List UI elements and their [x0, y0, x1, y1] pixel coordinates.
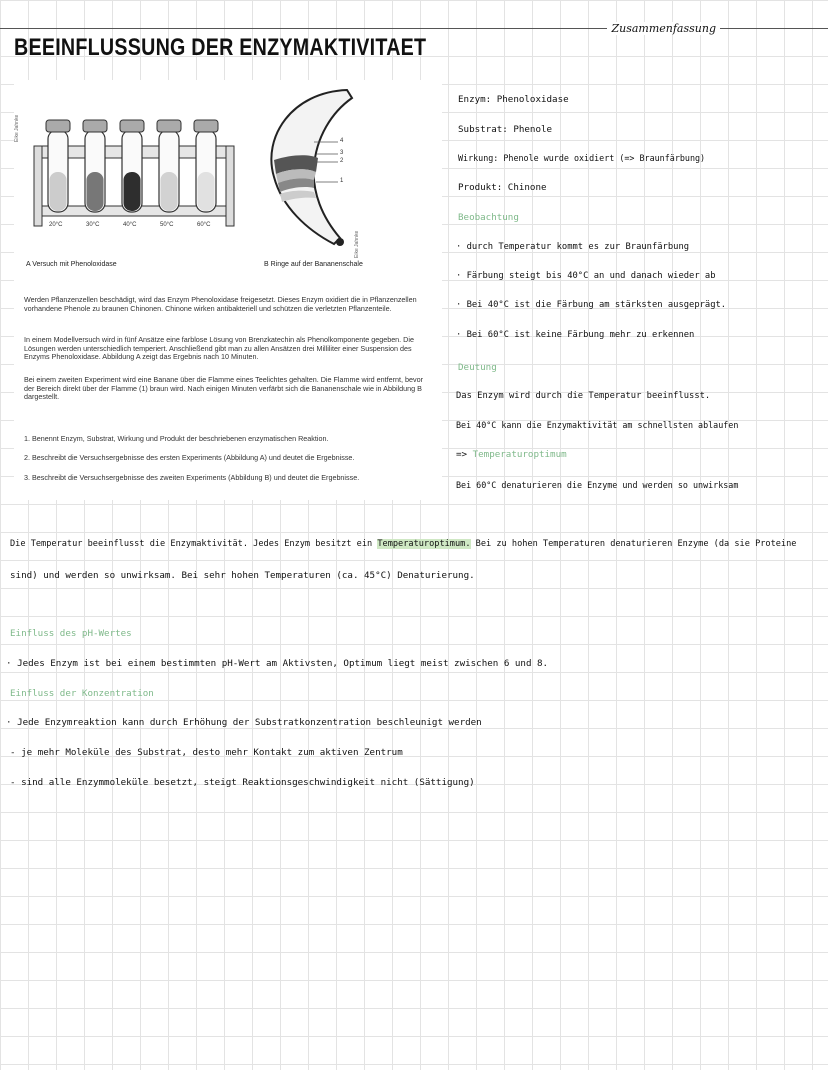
tube-liquid-5: [198, 172, 215, 211]
konzentration-heading: Einfluss der Konzentration: [10, 688, 154, 699]
summary-line-1a: Die Temperatur beeinflusst die Enzymaktivität. Jedes Enzym besitzt ein: [10, 539, 378, 549]
summary-highlight: Temperaturoptimum.: [377, 539, 471, 549]
deutung-heading: Deutung: [458, 362, 497, 373]
deutung-line-2: Bei 40°C kann die Enzymaktivität am schnellsten ablaufen: [456, 420, 739, 430]
task-1: 1. Benennt Enzym, Substrat, Wirkung und Produkt der beschriebenen enzymatischen Reaktion.: [24, 434, 329, 443]
tube-stopper-2: [83, 120, 107, 132]
task-2: 2. Beschreibt die Versuchsergebnisse des ersten Experiments (Abbildung A) und deutet die Ergebnisse.: [24, 453, 355, 462]
temperature-label-3: 40°C: [123, 222, 137, 228]
tube-stopper-5: [194, 120, 218, 132]
deutung-line-3: [456, 449, 567, 460]
note-substrat: Substrat: Phenole: [458, 124, 553, 135]
tube-stopper-1: [46, 120, 70, 132]
beobachtung-heading: Beobachtung: [458, 212, 519, 223]
page-title: BEEINFLUSSUNG DER ENZYMAKTIVITAET: [14, 34, 427, 61]
note-produkt: Produkt: Chinone: [458, 182, 547, 193]
beobachtung-item-4: · Bei 60°C ist keine Färbung mehr zu erkennen: [456, 330, 695, 340]
deutung-line-1: Das Enzym wird durch die Temperatur beeinflusst.: [456, 391, 711, 401]
ring-number-1: 1: [340, 178, 344, 184]
konzentration-item-2: - je mehr Moleküle des Substrat, desto mehr Kontakt zum aktiven Zentrum: [10, 747, 403, 758]
temperature-label-4: 50°C: [160, 222, 174, 228]
temperaturoptimum-term: Temperaturoptimum: [472, 449, 567, 460]
ph-text: · Jedes Enzym ist bei einem bestimmten pH-Wert am Aktivsten, Optimum liegt meist zwischen 6 und 8.: [6, 658, 549, 669]
tube-liquid-3: [124, 172, 141, 211]
summary-line-2: sind) und werden so unwirksam. Bei sehr hohen Temperaturen (ca. 45°C) Denaturierung.: [10, 570, 475, 581]
textbook-paragraph-1: Werden Pflanzenzellen beschädigt, wird das Enzym Phenoloxidase freigesetzt. Dieses Enzym oxidiert die in Pflanzenzellen vorhandene Phenole zu braunen Chinonen. Chinone wirken antibakteriell und schützen die verletzten Pflanzenteile.: [24, 295, 417, 313]
textbook-panel: [14, 80, 442, 500]
ring-number-3: 3: [340, 150, 344, 156]
caption-a: A Versuch mit Phenoloxidase: [26, 261, 117, 268]
konzentration-item-3: - sind alle Enzymmoleküle besetzt, steigt Reaktionsgeschwindigkeit nicht (Sättigung): [10, 777, 475, 788]
deutung-line-4: Bei 60°C denaturieren die Enzyme und werden so unwirksam: [456, 480, 739, 490]
note-wirkung: Wirkung: Phenole wurde oxidiert (=> Braunfärbung): [458, 153, 706, 163]
rack-right-post: [226, 146, 234, 226]
temperature-label-1: 20°C: [49, 222, 63, 228]
tube-stopper-3: [120, 120, 144, 132]
test-tube-rack-figure: [28, 110, 238, 240]
banana-tip: [336, 238, 344, 246]
figure-credit-a: Eike Jahnke: [14, 114, 20, 142]
rack-left-post: [34, 146, 42, 226]
header-label: Zusammenfassung: [607, 22, 720, 35]
note-enzym: Enzym: Phenoloxidase: [458, 94, 569, 105]
konzentration-item-1: · Jede Enzymreaktion kann durch Erhöhung der Substratkonzentration beschleunigt werden: [6, 717, 482, 728]
banana-figure: [252, 82, 362, 252]
summary-line-1: [10, 539, 796, 549]
temperature-label-2: 30°C: [86, 222, 100, 228]
temperature-label-5: 60°C: [197, 222, 211, 228]
tube-liquid-4: [161, 172, 178, 211]
task-3: 3. Beschreibt die Versuchsergebnisse des zweiten Experiments (Abbildung B) und deutet die Ergebnisse.: [24, 473, 360, 482]
textbook-paragraph-3: Bei einem zweiten Experiment wird eine Banane über die Flamme eines Teelichtes gehalten. Die Flamme wird entfernt, bevor der Bereich direkt über der Flamme (1) braun wird. Nach einigen Minuten verfärbt sich die Bananenschale wie in Abbildung B dargestellt.: [24, 375, 423, 402]
ph-heading: Einfluss des pH-Wertes: [10, 628, 132, 639]
tube-liquid-1: [50, 172, 67, 211]
beobachtung-item-3: · Bei 40°C ist die Färbung am stärksten ausgeprägt.: [456, 300, 727, 310]
ring-number-4: 4: [340, 138, 344, 144]
ring-number-2: 2: [340, 158, 344, 164]
caption-b: B Ringe auf der Bananenschale: [264, 261, 363, 268]
summary-line-1b: Bei zu hohen Temperaturen denaturieren Enzyme (da sie Proteine: [470, 539, 797, 549]
tube-liquid-2: [87, 172, 104, 211]
tube-stopper-4: [157, 120, 181, 132]
textbook-paragraph-2: In einem Modellversuch wird in fünf Ansätze eine farblose Lösung von Brenzkatechin als Phenolkomponente gegeben. Die Lösungen werden unterschiedlich temperiert. Anschließend gibt man zu allen Ansätzen drei Milliliter einer Suspension des Enzyms Phenoloxidase. Abbildung A zeigt das Ergebnis nach 10 Minuten.: [24, 335, 414, 362]
beobachtung-item-1: · durch Temperatur kommt es zur Braunfärbung: [456, 242, 690, 252]
beobachtung-item-2: · Färbung steigt bis 40°C an und danach wieder ab: [456, 271, 716, 281]
deutung-arrow: =>: [456, 449, 473, 460]
figure-credit-b: Eike Jahnke: [354, 230, 360, 258]
